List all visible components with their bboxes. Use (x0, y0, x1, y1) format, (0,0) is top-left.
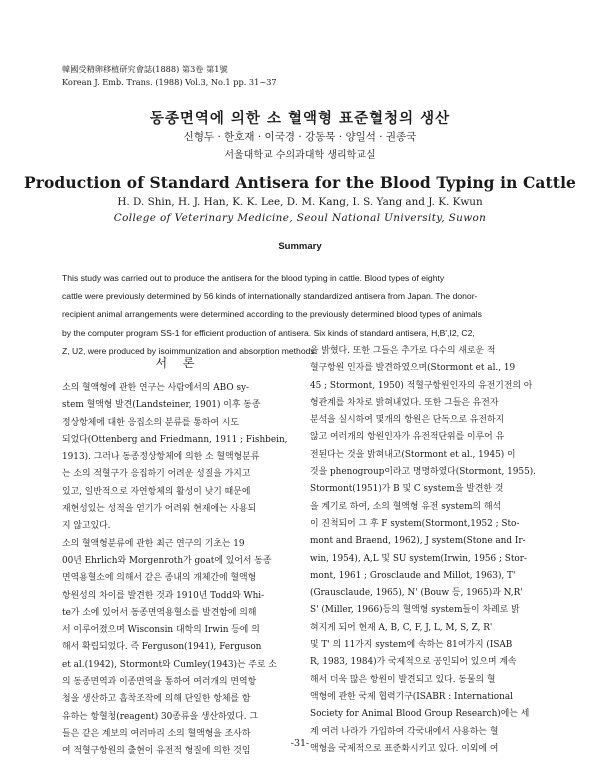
body-line: Society for Animal Blood Group Research)에는 세 (310, 709, 530, 720)
body-line: win, 1954), A,L 및 SU system(Irwin, 1956 ; Stor- (310, 553, 528, 564)
body-line: 이 진척되어 그 후 F system(Stormont,1952 ; Sto- (310, 518, 520, 529)
summary-line: This study was carried out to produce the antisera for the blood typing in cattle. Blood types of eighty (62, 273, 445, 283)
authors-english: H. D. Shin, H. J. Han, K. K. Lee, D. M. Kang, I. S. Yang and J. K. Kwun (117, 196, 483, 208)
body-line: 여 적혈구항원의 출현이 유전적 형질에 의한 것임 (62, 746, 251, 757)
body-line: 면역용혈소에 의해서 같은 종내의 개체간에 혈액형 (62, 573, 257, 584)
body-line: (Grausclaude, 1965), N' (Bouw 등, 1965)과 N,R' (310, 588, 523, 599)
body-line: Stormont(1951)가 B 및 C system을 발견한 것 (310, 484, 504, 495)
summary-line: by the computer program SS-1 for efficient production of antisera. Six kinds of standard antisera, H,B',I2, C2, (62, 327, 475, 338)
body-line: te가 소에 있어서 동종면역용혈소를 발견함에 의해 (62, 607, 257, 618)
body-line: 정상항체에 대한 응집소의 분류를 통하여 시도 (62, 417, 239, 428)
body-line: S' (Miller, 1966)등의 혈액형 system들이 차례로 밝 (310, 605, 520, 616)
body-line: 해서 더욱 많은 항원이 발견되고 있다. 동물의 혈 (310, 674, 496, 685)
summary-line: cattle were previously determined by 56 kinds of internationally standardized antisera from Japan. The donor- (62, 291, 478, 302)
journal-citation-english: Korean J. Emb. Trans. (1988) Vol.3, No.1 pp. 31~37 (62, 77, 277, 87)
body-line: 00년 Ehrlich와 Morgenroth가 goat에 있어서 동종 (62, 555, 272, 566)
intro-left-column (62, 355, 294, 761)
body-line: 지 않고있다. (62, 521, 111, 532)
body-line: 분석을 실시하여 몇개의 항원은 단독으로 유전하지 (310, 415, 505, 426)
body-line: 액형을 국제적으로 표준화시키고 있다. 이외에 여 (310, 743, 499, 754)
body-line: 는 소의 적혈구가 응집하기 어려운 성질을 가지고 (62, 469, 251, 480)
body-line: 해서 확립되었다. 즉 Ferguson(1941), Ferguson (62, 642, 262, 653)
body-line: 혀지게 되어 현재 A, B, C, F, J, L, M, S, Z, R' (310, 622, 493, 633)
body-line: mont and Braend, 1962), J system(Stone and Ir- (310, 536, 526, 547)
intro-heading: 서 론 (155, 356, 201, 370)
intro-right-column (310, 343, 542, 758)
body-line: 소의 혈액형분류에 관한 최근 연구의 기초는 19 (62, 538, 245, 549)
affiliation-english: College of Veterinary Medicine, Seoul National University, Suwon (113, 212, 487, 224)
page-number: -31- (290, 738, 310, 749)
body-line: 혈구항원 인자를 발견하였으며(Stormont et al., 19 (310, 363, 516, 374)
body-line: 유하는 항혈청(reagent) 30종류을 생산하였다. 그 (62, 711, 258, 722)
title-english: Production of Standard Antisera for the Blood Typing in Cattle (23, 173, 577, 192)
body-line: stem 혈액형 발견(Landsteiner, 1901) 이후 동종 (62, 400, 261, 411)
summary-line: Z, U2, were produced by isoimmunization and absorption methods. (62, 345, 318, 356)
authors-korean: 신형두 · 한호재 · 이국경 · 강동묵 · 양일석 · 권종국 (183, 131, 417, 143)
body-line: mont, 1961 ; Grosclaude and Millot, 1963), T' (310, 570, 516, 581)
body-line: 되었다(Ottenberg and Friedmann, 1911 ; Fishbein, (62, 434, 288, 445)
body-line: 계 여러 나라가 가입하여 각국내에서 사용하는 혈 (310, 726, 499, 737)
journal-citation-korean: 韓國受精卵移植研究會誌(1888) 第3卷 第1號 (62, 64, 228, 74)
affiliation-korean: 서울대학교 수의과대학 생리학교실 (224, 150, 376, 161)
body-line: 있고, 일반적으로 자연항체의 활성이 낮기 때문에 (62, 486, 251, 497)
body-line: 을 밝혔다. 또한 그들은 추가로 다수의 새로운 적 (310, 346, 496, 356)
body-line: 1913). 그러나 동종정상항체에 의한 소 혈액형분류 (62, 452, 260, 463)
body-line: 전된다는 것을 밝혀내고(Stormont et al., 1945) 이 (310, 449, 516, 460)
title-korean: 동종면역에 의한 소 혈액형 표준혈청의 생산 (149, 110, 451, 127)
body-line: 것을 phenogroup이라고 명명하였다(Stormont, 1955). (310, 467, 536, 478)
body-line: 들은 같은 계보의 여러마리 소의 혈액형을 조사하 (62, 728, 251, 739)
body-line: 않고 여러개의 항원인자가 유전적단위를 이루어 유 (310, 432, 505, 443)
body-line: 45 ; Stormont, 1950) 적혈구항원인자의 유전기전의 아 (310, 380, 533, 391)
body-line: 서 이루어졌으며 Wisconsin 대학의 Irwin 등에 의 (62, 625, 260, 636)
body-line: 재현성있는 성적을 얻기가 어려워 현재에는 사용되 (62, 504, 257, 515)
body-line: 소의 혈액형에 관한 연구는 사람에서의 ABO sy- (62, 383, 250, 393)
body-line: 및 T' 의 11가지 system에 속하는 81여가지 (ISAB (310, 640, 513, 651)
body-line: R, 1983, 1984)가 국제적으로 공인되어 있으며 계속 (310, 657, 517, 668)
body-line: 을 계기로 하여, 소의 혈액형 유전 system의 해석 (310, 501, 502, 512)
body-line: 청을 생산하고 흡착조작에 의해 단일한 항체를 함 (62, 694, 251, 705)
body-line: 액형에 관한 국제 협력기구(ISABR : International (310, 691, 513, 702)
summary-heading: Summary (278, 241, 322, 252)
body-line: 형관계를 차차로 밝혀내었다. 또한 그들은 유전자 (310, 397, 499, 408)
summary-line: recipient animal arrangements were determined according to the previously determined blood types of animals (62, 309, 482, 320)
body-line: 의 동종면역과 이종면역을 통하여 여러개의 면역항 (62, 677, 257, 688)
body-line: 항원성의 차이를 발견한 것과 1910년 Todd와 Whi- (62, 590, 265, 601)
body-line: et al.(1942), Stormont와 Cumley(1943)는 주로 소 (62, 659, 277, 670)
